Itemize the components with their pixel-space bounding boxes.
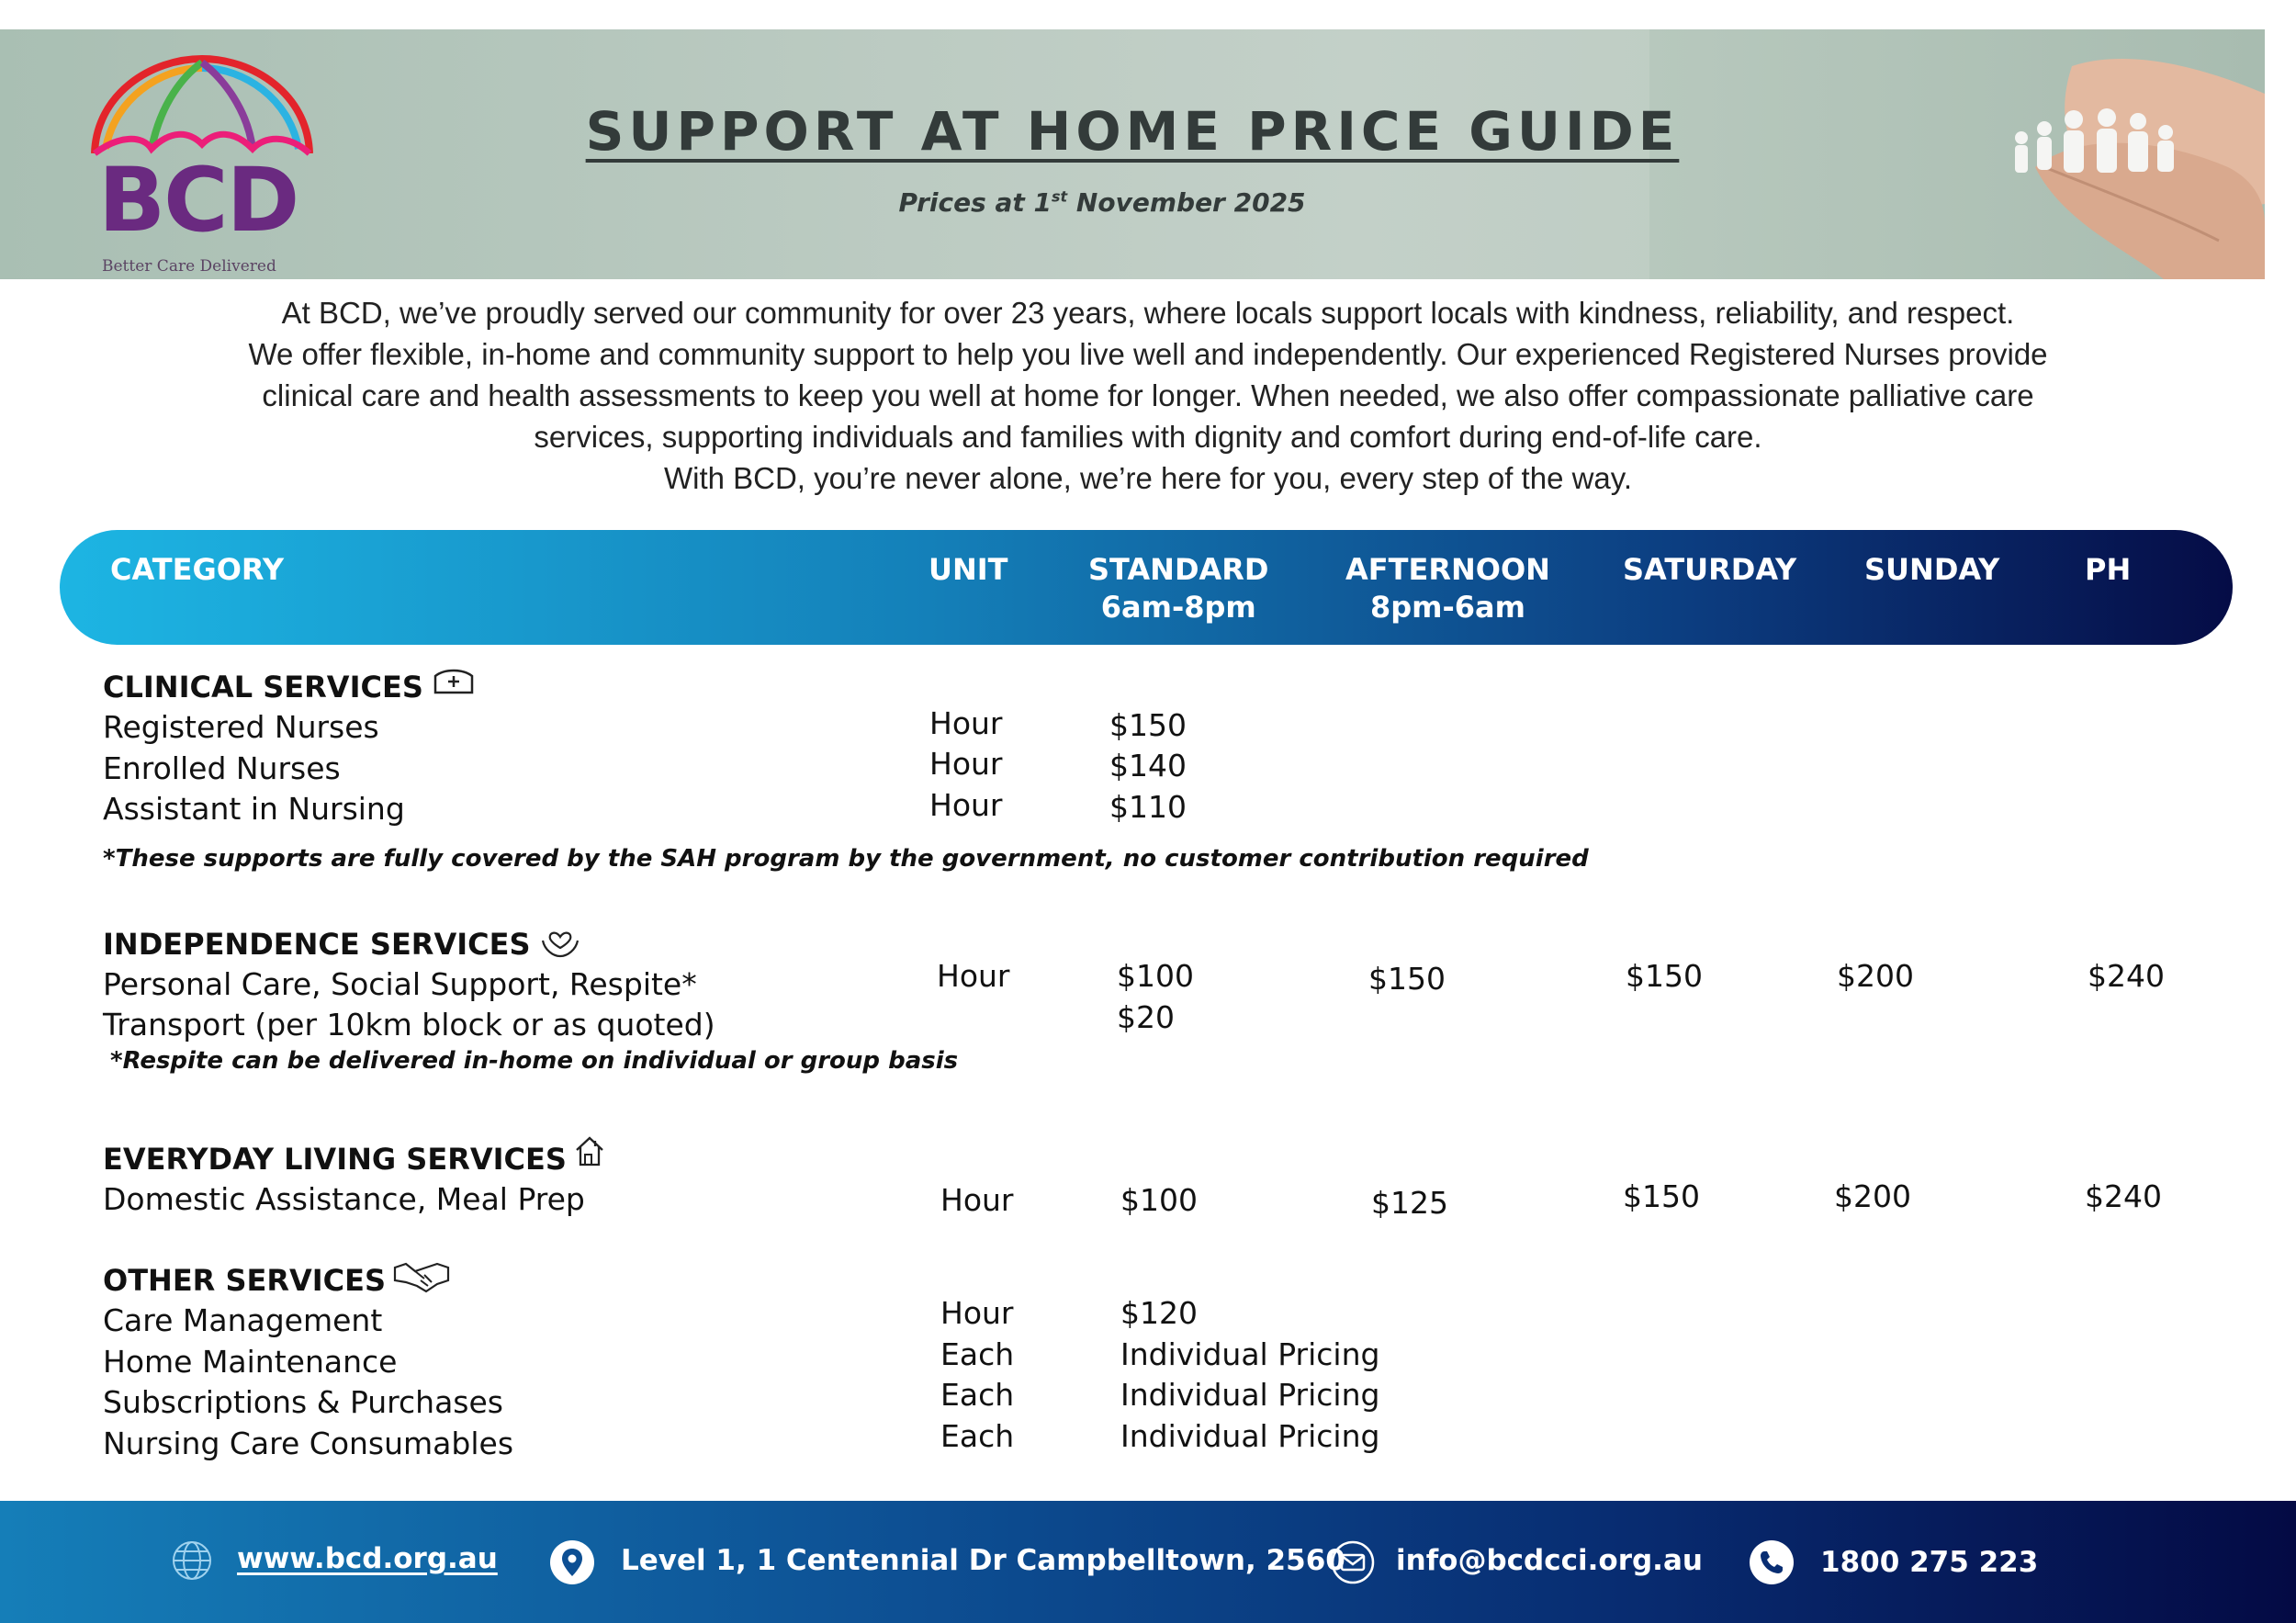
logo-wordmark: BCD — [98, 149, 298, 252]
service-name: Domestic Assistance, Meal Prep — [103, 1181, 585, 1217]
standard-price: Individual Pricing — [1120, 1377, 1380, 1413]
service-name: Nursing Care Consumables — [103, 1426, 514, 1461]
intro-line: We offer flexible, in-home and community support to help you live well and independently. Our experienced Registered Nurses provide — [248, 337, 2048, 371]
col-header-category: CATEGORY — [110, 552, 284, 587]
unit-cell: Hour — [929, 787, 1003, 823]
afternoon-price: $150 — [1368, 961, 1446, 997]
saturday-price: $150 — [1626, 958, 1703, 994]
intro-line: At BCD, we’ve proudly served our community for over 23 years, where locals support locals with kindness, reliability, and respect. — [281, 296, 2015, 330]
house-icon — [573, 1133, 606, 1168]
service-name: Subscriptions & Purchases — [103, 1384, 503, 1420]
intro-paragraph — [110, 292, 2186, 499]
sunday-price: $200 — [1834, 1178, 1911, 1214]
sunday-price: $200 — [1837, 958, 1914, 994]
caring-hands-icon — [540, 922, 580, 959]
unit-cell: Hour — [937, 958, 1010, 994]
col-header-standard: STANDARD 6am-8pm — [1088, 552, 1269, 625]
price-table-header — [60, 530, 2233, 645]
phone-icon — [1749, 1539, 1795, 1585]
col-header-sunday: SUNDAY — [1864, 552, 2000, 587]
nurse-cap-icon — [432, 667, 476, 700]
unit-cell: Each — [940, 1377, 1015, 1413]
bcd-logo — [87, 48, 317, 276]
standard-price: $100 — [1117, 958, 1194, 994]
intro-line: services, supporting individuals and families with dignity and comfort during end-of-life care. — [534, 420, 1762, 454]
col-header-afternoon: AFTERNOON 8pm-6am — [1345, 552, 1550, 625]
intro-line: clinical care and health assessments to keep you well at home for longer. When needed, we also offer compassionate palliative care — [262, 378, 2034, 412]
service-name: Home Maintenance — [103, 1344, 398, 1380]
service-name: Transport (per 10km block or as quoted) — [103, 1007, 715, 1043]
location-pin-icon — [549, 1539, 595, 1585]
logo-tagline: Better Care Delivered — [102, 257, 276, 276]
address-text: Level 1, 1 Centennial Dr Campbelltown, 2560 — [621, 1544, 1345, 1577]
section-title-other: OTHER SERVICES — [103, 1263, 387, 1298]
transport-price: $20 — [1117, 999, 1175, 1035]
saturday-price: $150 — [1623, 1178, 1700, 1214]
service-name: Assistant in Nursing — [103, 791, 405, 827]
page-subtitle: Prices at 1st November 2025 — [898, 187, 1306, 218]
standard-price: $150 — [1109, 707, 1187, 743]
email-link[interactable]: info@bcdcci.org.au — [1396, 1544, 1703, 1577]
unit-cell: Hour — [940, 1295, 1014, 1331]
handshake-icon — [393, 1258, 450, 1295]
page-title: SUPPORT AT HOME PRICE GUIDE — [585, 100, 1680, 163]
phone-number[interactable]: 1800 275 223 — [1820, 1546, 2039, 1579]
service-name: Personal Care, Social Support, Respite* — [103, 966, 697, 1002]
globe-icon — [171, 1539, 213, 1582]
col-header-saturday: SATURDAY — [1623, 552, 1797, 587]
section-title-independence: INDEPENDENCE SERVICES — [103, 927, 531, 962]
independence-note: *Respite can be delivered in-home on individual or group basis — [110, 1047, 959, 1075]
service-name: Enrolled Nurses — [103, 750, 341, 786]
col-header-unit: UNIT — [929, 552, 1008, 587]
email-icon — [1330, 1539, 1376, 1585]
afternoon-price: $125 — [1371, 1185, 1448, 1221]
unit-cell: Hour — [940, 1182, 1014, 1218]
header-banner — [0, 29, 2265, 279]
standard-price: $120 — [1120, 1295, 1198, 1331]
service-name: Care Management — [103, 1302, 383, 1338]
website-link[interactable]: www.bcd.org.au — [237, 1542, 498, 1575]
ph-price: $240 — [2088, 958, 2165, 994]
clinical-note: *These supports are fully covered by the SAH program by the government, no customer contribution required — [103, 845, 1589, 873]
intro-line: With BCD, you’re never alone, we’re here for you, every step of the way. — [663, 461, 1633, 495]
unit-cell: Each — [940, 1336, 1015, 1372]
unit-cell: Each — [940, 1418, 1015, 1454]
standard-price: Individual Pricing — [1120, 1418, 1380, 1454]
contact-footer — [0, 1501, 2296, 1623]
section-title-everyday: EVERYDAY LIVING SERVICES — [103, 1142, 567, 1177]
standard-price: $100 — [1120, 1182, 1198, 1218]
standard-price: $140 — [1109, 748, 1187, 783]
standard-price: Individual Pricing — [1120, 1336, 1380, 1372]
ph-price: $240 — [2085, 1178, 2162, 1214]
section-title-clinical: CLINICAL SERVICES — [103, 670, 423, 704]
unit-cell: Hour — [929, 705, 1003, 741]
unit-cell: Hour — [929, 746, 1003, 782]
service-name: Registered Nurses — [103, 709, 379, 745]
col-header-ph: PH — [2085, 552, 2132, 587]
standard-price: $110 — [1109, 789, 1187, 825]
